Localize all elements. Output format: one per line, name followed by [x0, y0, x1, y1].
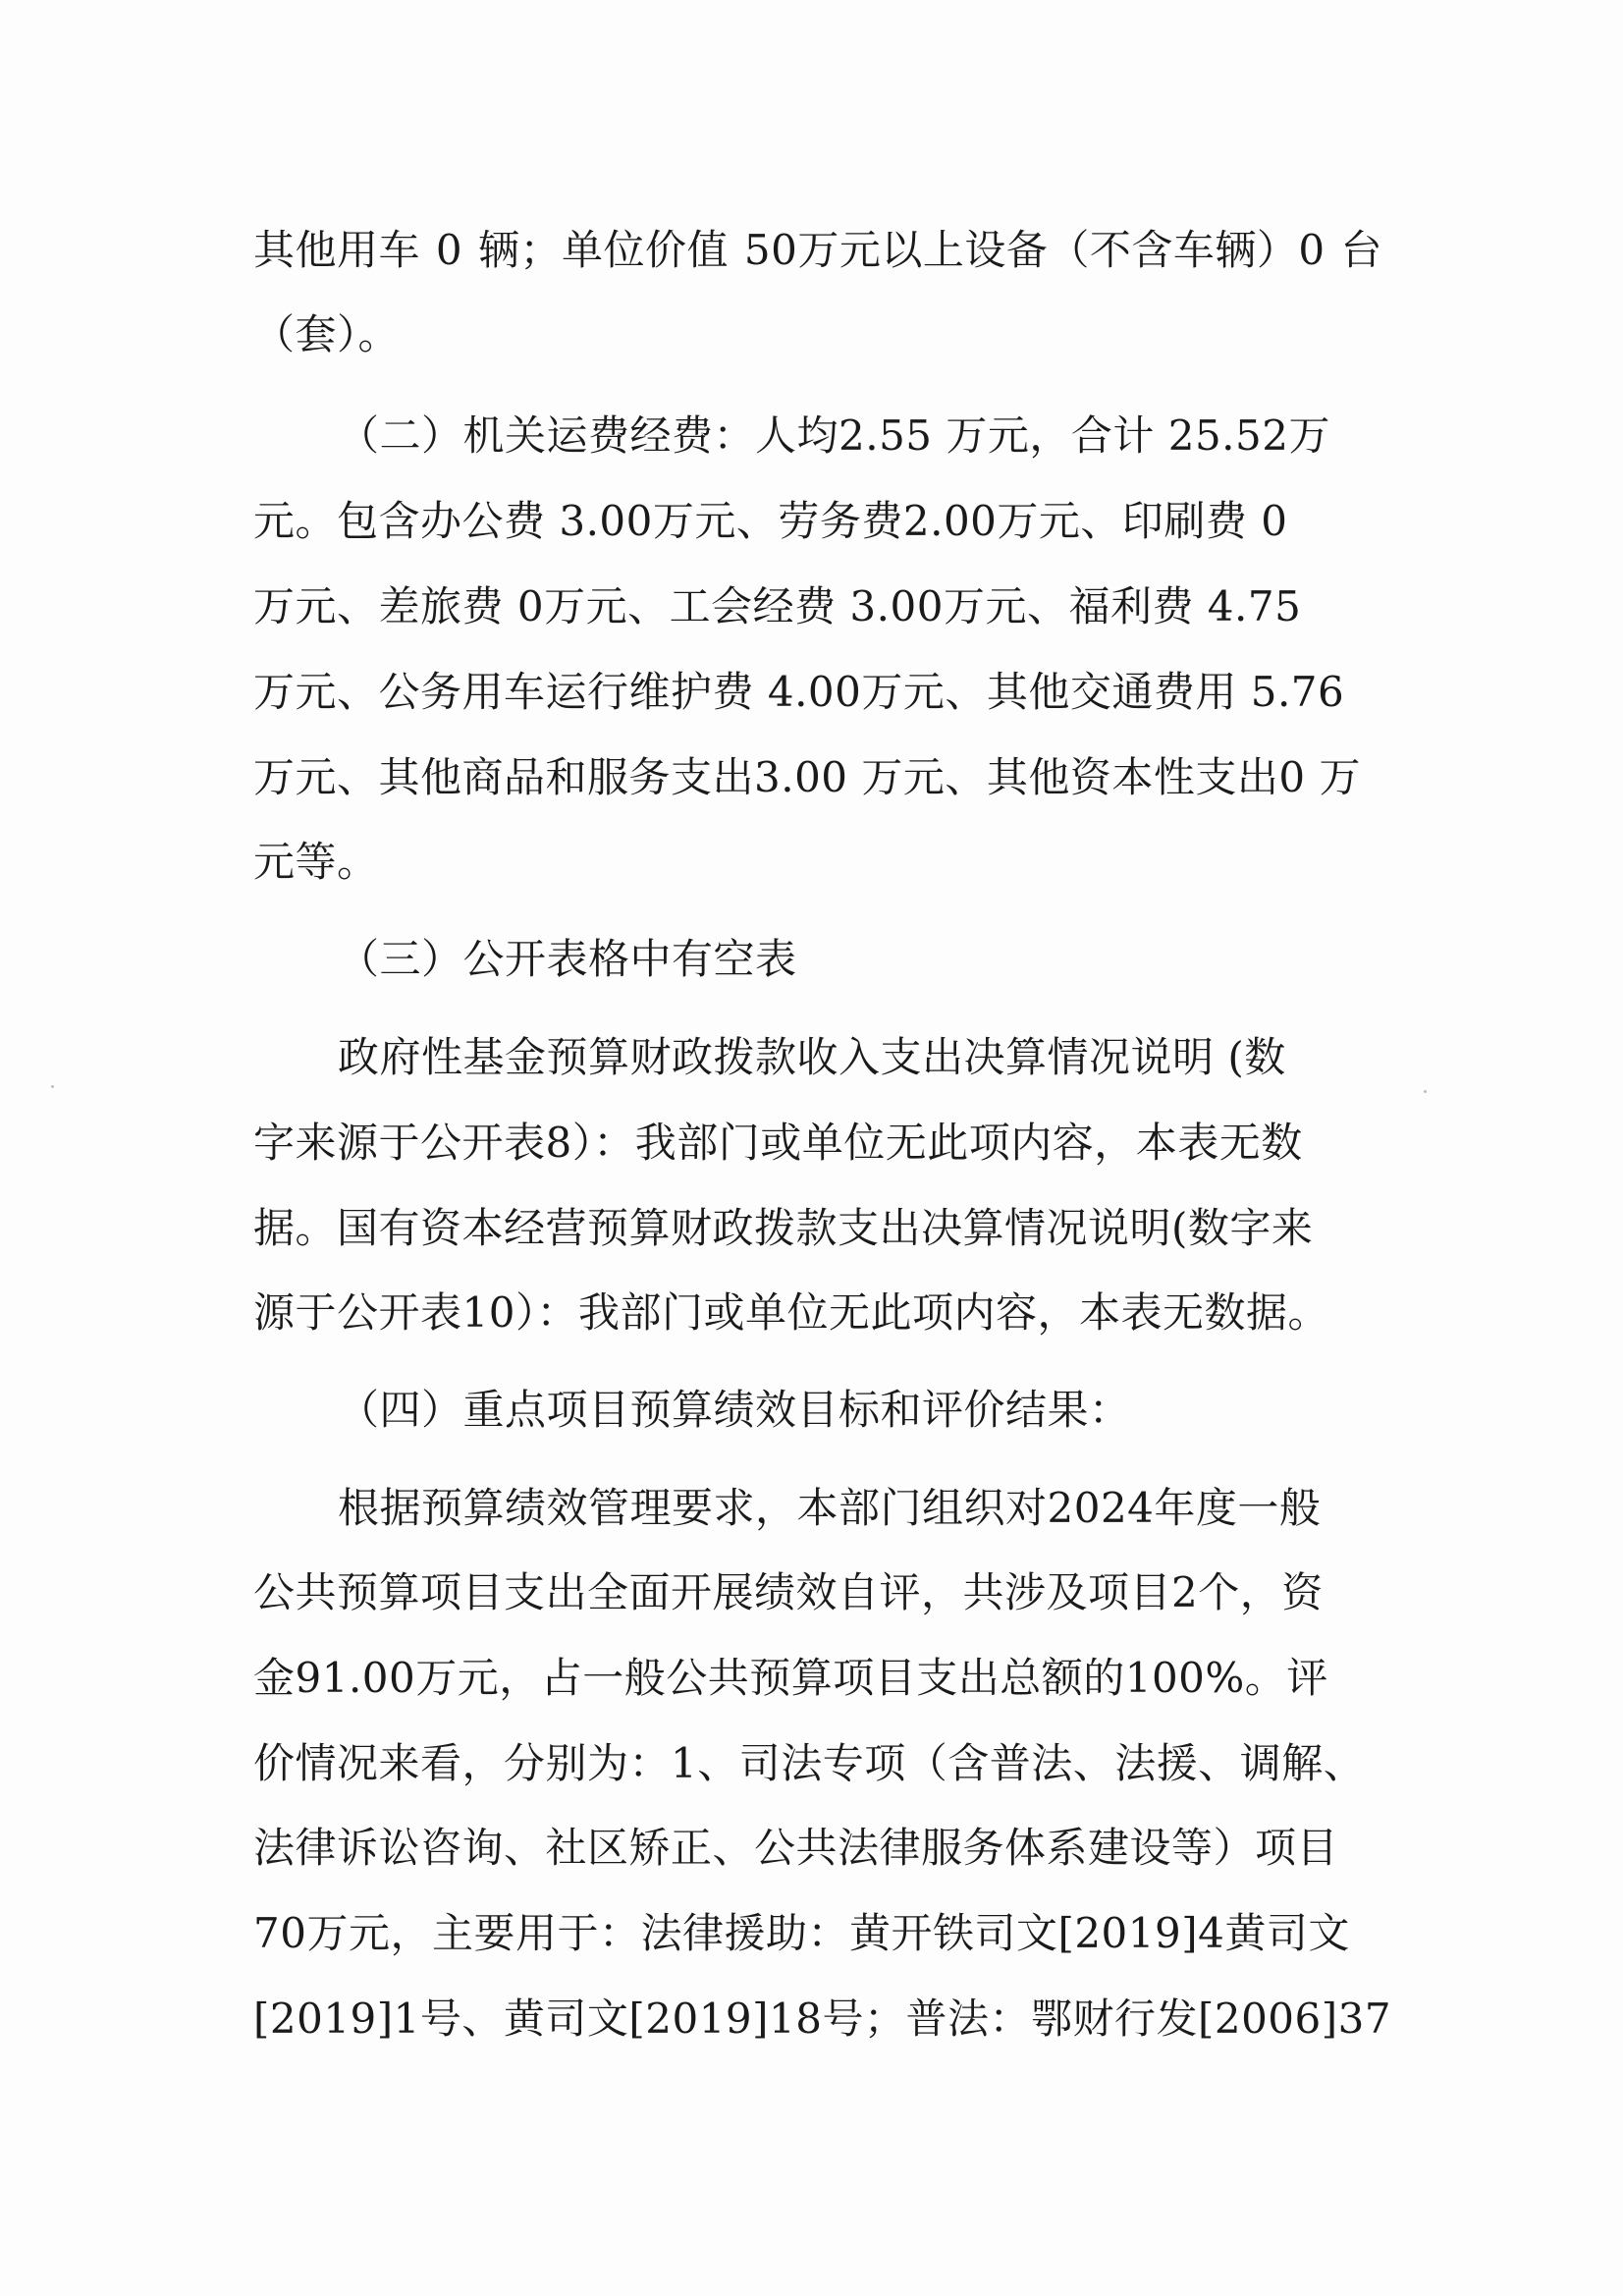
body-line: 政府性基金预算财政拨款收入支出决算情况说明 (数	[338, 1033, 1286, 1081]
body-line	[0, 202, 1382, 299]
body-line: 价情况来看，分别为：1、司法专项（含普法、法援、调解、	[253, 1739, 1366, 1787]
text-segment: 50万元以上设备（不含车辆）0	[743, 226, 1325, 274]
body-line: 70万元，主要用于：法律援助：黄开铁司文[2019]4黄司文	[253, 1909, 1350, 1957]
body-line: 万元、公务用车运行维护费 4.00万元、其他交通费用 5.76	[253, 668, 1345, 716]
body-line: 万元、差旅费 0万元、工会经费 3.00万元、福利费 4.75	[253, 582, 1302, 630]
paragraph-heading: （三）公开表格中有空表	[338, 935, 797, 983]
body-line: 万元、其他商品和服务支出3.00 万元、其他资本性支出0 万	[253, 753, 1361, 801]
body-line: [2019]1号、黄司文[2019]18号；普法：鄂财行发[2006]37	[253, 1995, 1392, 2043]
body-line: 公共预算项目支出全面开展绩效自评，共涉及项目2个，资	[253, 1568, 1324, 1616]
body-line: 根据预算绩效管理要求，本部门组织对2024年度一般	[338, 1484, 1322, 1532]
body-line: 源于公开表10）：我部门或单位无此项内容，本表无数据。	[253, 1288, 1329, 1337]
body-line: 金91.00万元，占一般公共预算项目支出总额的100%。评	[253, 1654, 1328, 1702]
text-segment: 0	[435, 226, 463, 274]
text-segment: 其他用车	[253, 226, 421, 274]
body-line: 法律诉讼咨询、社区矫正、公共法律服务体系建设等）项目	[253, 1824, 1339, 1872]
scan-speck	[51, 1085, 54, 1088]
body-line: 据。国有资本经营预算财政拨款支出决算情况说明(数字来	[253, 1204, 1314, 1252]
body-line: （套）。	[253, 310, 401, 358]
body-line: 字来源于公开表8）：我部门或单位无此项内容，本表无数	[253, 1119, 1303, 1167]
body-line: 元。包含办公费 3.00万元、劳务费2.00万元、印刷费 0	[253, 497, 1288, 545]
paragraph-heading: （二）机关运费经费：人均2.55 万元，合计 25.52万	[338, 411, 1330, 460]
paragraph-heading: （四）重点项目预算绩效目标和评价结果：	[338, 1386, 1131, 1434]
text-segment: 台	[1340, 226, 1382, 274]
body-line: 元等。	[253, 838, 379, 886]
text-segment: 辆；单位价值	[478, 226, 730, 274]
